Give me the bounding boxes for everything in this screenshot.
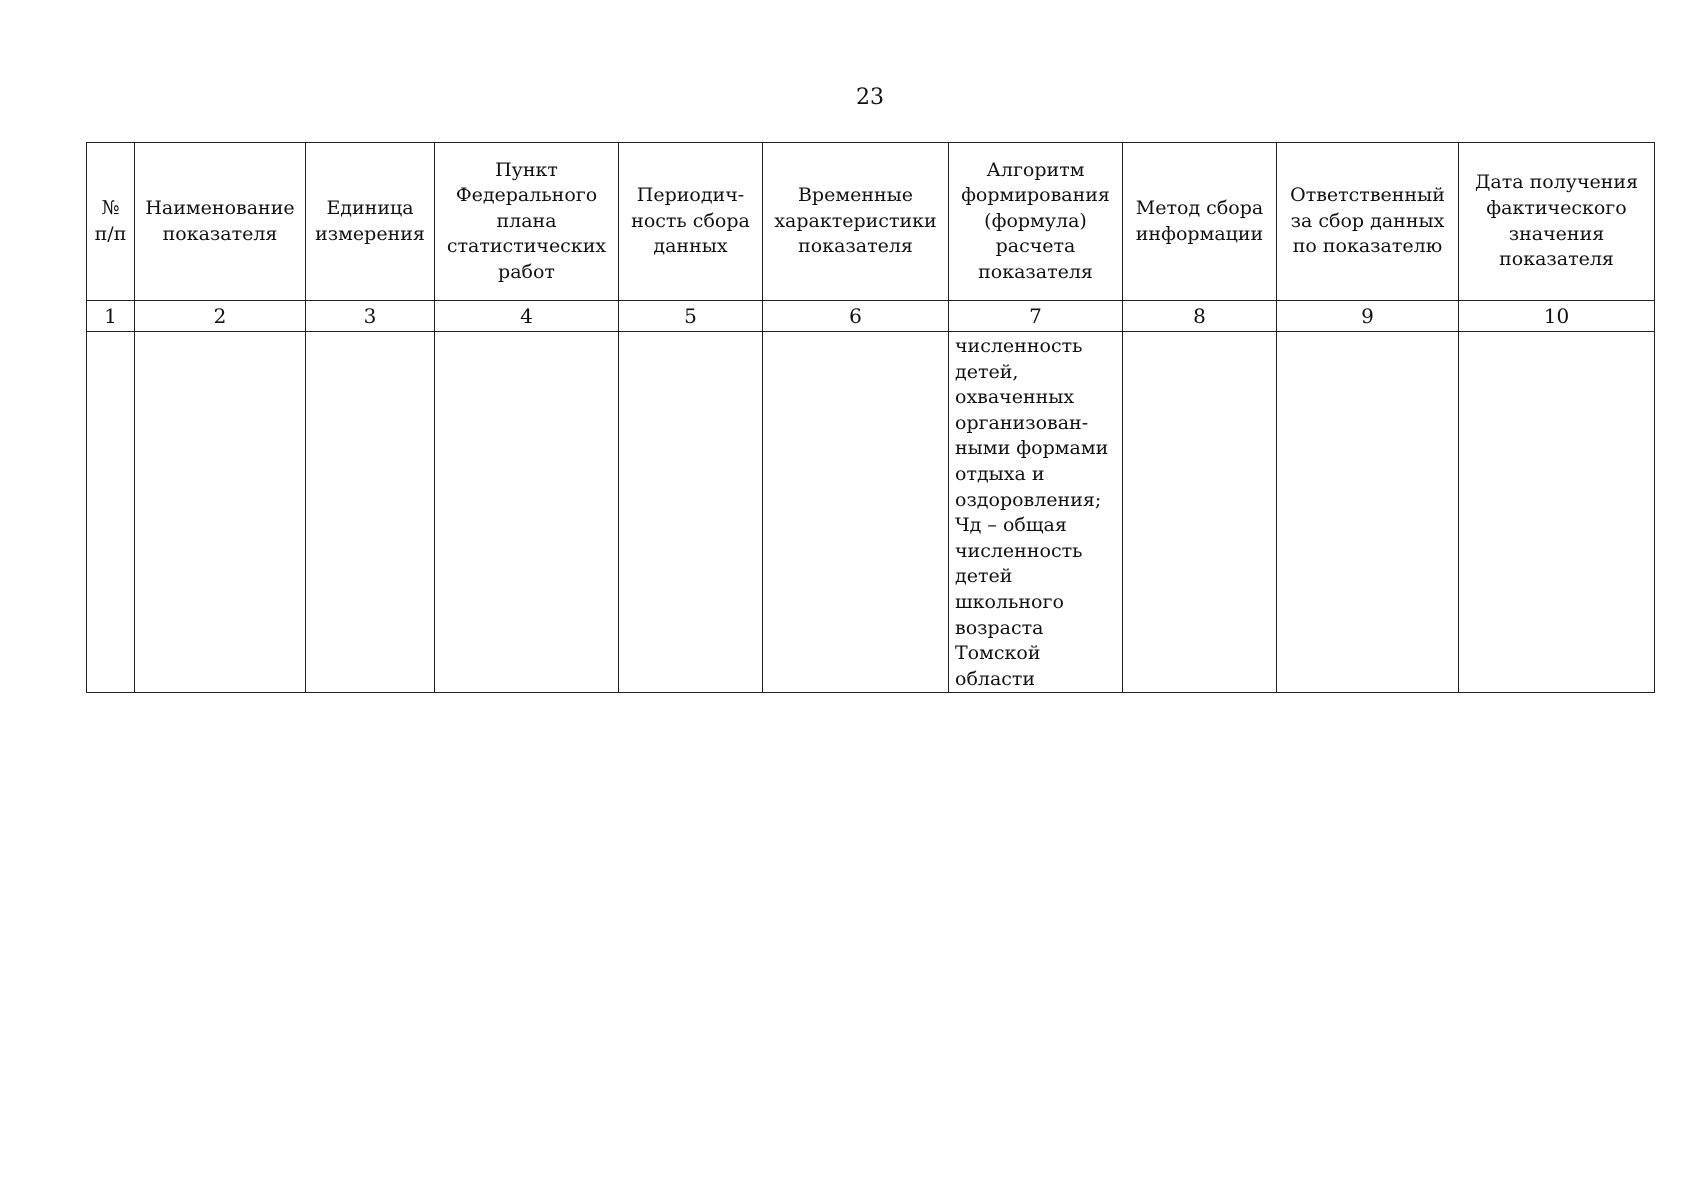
table-cell-number bbox=[87, 332, 135, 693]
table-cell-collection-method bbox=[1123, 332, 1277, 693]
indicator-table bbox=[86, 142, 1655, 693]
column-number-cell: 1 bbox=[87, 301, 135, 332]
header-cell-actual-value-date: Дата получения фактического значения показателя bbox=[1459, 143, 1655, 301]
header-cell-responsible: Ответственный за сбор данных по показателю bbox=[1277, 143, 1459, 301]
table-header-row bbox=[87, 143, 1655, 301]
header-cell-federal-plan-item: Пункт Федерального плана статистических работ bbox=[435, 143, 619, 301]
column-number-row bbox=[87, 301, 1655, 332]
table-cell-algorithm: численность детей, охваченных организован- ными формами отдыха и оздоровления; Чд – общая численность детей школьного возраста Томской области bbox=[949, 332, 1123, 693]
table-cell-responsible bbox=[1277, 332, 1459, 693]
column-number-cell: 4 bbox=[435, 301, 619, 332]
column-number-cell: 9 bbox=[1277, 301, 1459, 332]
table-cell-periodicity bbox=[619, 332, 763, 693]
column-number-cell: 2 bbox=[135, 301, 306, 332]
column-number-cell: 10 bbox=[1459, 301, 1655, 332]
header-cell-number: № п/п bbox=[87, 143, 135, 301]
header-cell-algorithm: Алгоритм формирования (формула) расчета показателя bbox=[949, 143, 1123, 301]
column-number-cell: 7 bbox=[949, 301, 1123, 332]
column-number-cell: 5 bbox=[619, 301, 763, 332]
table-cell-actual-value-date bbox=[1459, 332, 1655, 693]
header-cell-indicator-name: Наименование показателя bbox=[135, 143, 306, 301]
header-cell-unit: Единица измерения bbox=[306, 143, 435, 301]
column-number-cell: 3 bbox=[306, 301, 435, 332]
table-cell-unit bbox=[306, 332, 435, 693]
header-cell-time-characteristics: Временные характеристики показателя bbox=[763, 143, 949, 301]
table-cell-time-characteristics bbox=[763, 332, 949, 693]
table-row bbox=[87, 332, 1655, 693]
column-number-cell: 8 bbox=[1123, 301, 1277, 332]
table-cell-indicator-name bbox=[135, 332, 306, 693]
header-cell-periodicity: Периодич- ность сбора данных bbox=[619, 143, 763, 301]
page-number: 23 bbox=[856, 85, 884, 110]
column-number-cell: 6 bbox=[763, 301, 949, 332]
table-cell-federal-plan-item bbox=[435, 332, 619, 693]
header-cell-collection-method: Метод сбора информации bbox=[1123, 143, 1277, 301]
